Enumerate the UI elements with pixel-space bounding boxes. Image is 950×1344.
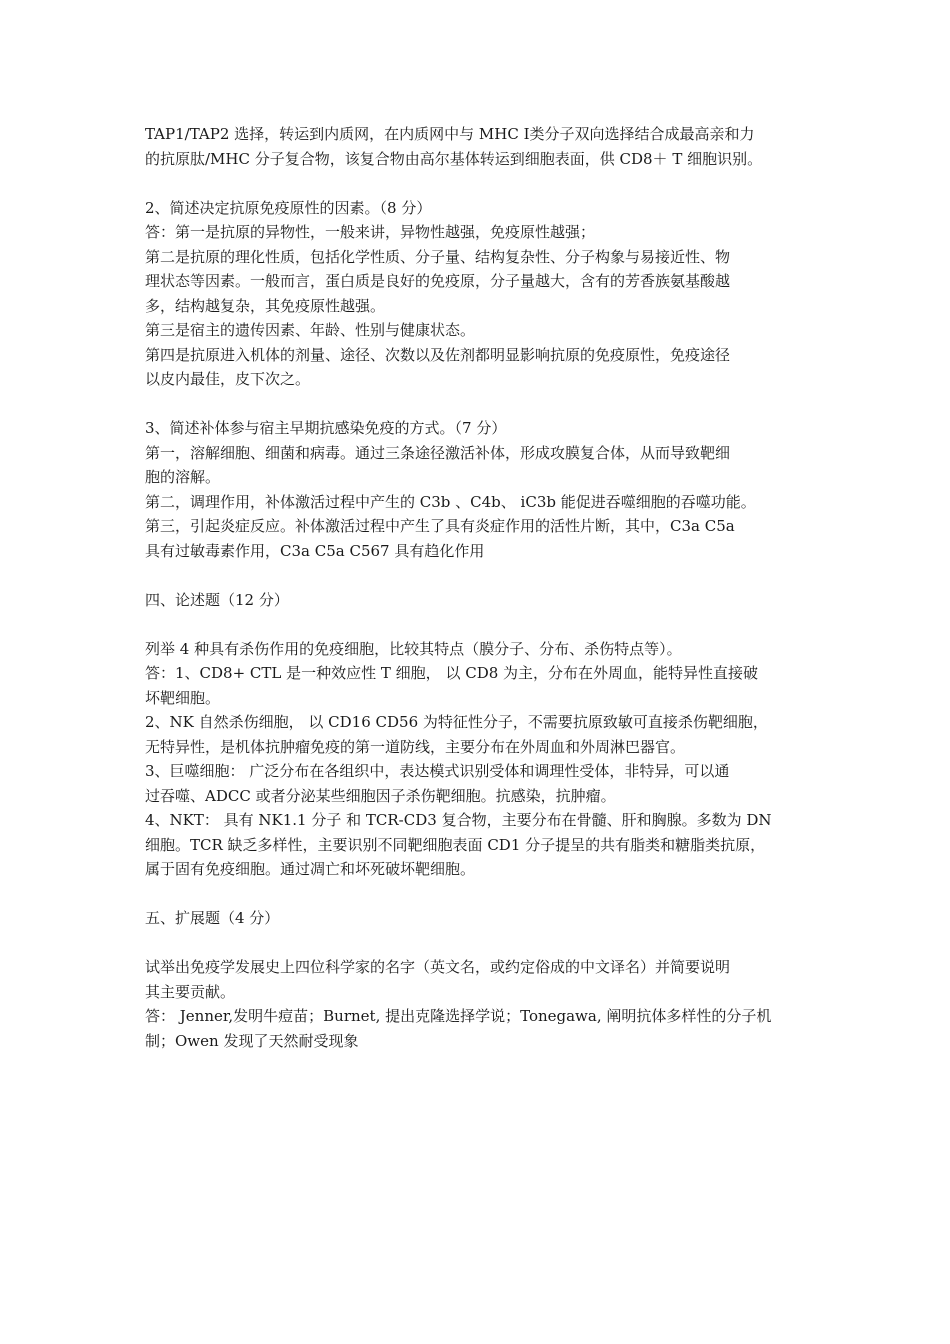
paragraph-gap [145, 171, 811, 196]
section-5-body [145, 955, 811, 1053]
text-line: 2、NK 自然杀伤细胞， 以 CD16 CD56 为特征性分子，不需要抗原致敏可直接杀伤靶细胞， [145, 713, 768, 731]
text-line: 第三是宿主的遗传因素、年龄、性别与健康状态。 [145, 321, 476, 339]
question-heading: 2、简述决定抗原免疫原性的因素。（8 分） [145, 198, 432, 217]
text-line: 第三，引起炎症反应。补体激活过程中产生了具有炎症作用的活性片断，其中，C3a C5a [145, 517, 735, 535]
text-line: 理状态等因素。一般而言，蛋白质是良好的免疫原，分子量越大，含有的芳香族氨基酸越 [145, 272, 731, 290]
text-line: 的抗原肽/MHC 分子复合物，该复合物由高尔基体转运到细胞表面，供 CD8＋ T 细胞识别。 [145, 149, 763, 168]
text-line: 制；Owen 发现了天然耐受现象 [145, 1031, 359, 1050]
text-line: 3、巨噬细胞： 广泛分布在各组织中，表达模式识别受体和调理性受体，非特异，可以通 [145, 762, 730, 780]
section-4-title: 四、论述题（12 分） [145, 590, 289, 609]
text-line: 第四是抗原进入机体的剂量、途径、次数以及佐剂都明显影响抗原的免疫原性，免疫途径 [145, 345, 731, 364]
paragraph-gap [145, 563, 811, 588]
text-line: 多，结构越复杂，其免疫原性越强。 [145, 296, 386, 315]
text-line: 答： Jenner,发明牛痘苗；Burnet, 提出克隆选择学说；Tonegawa, 阐明抗体多样性的分子机 [145, 1007, 772, 1025]
text-line: 以皮内最佳，皮下次之。 [145, 370, 311, 388]
text-line: 其主要贡献。 [145, 982, 236, 1001]
question-2 [145, 196, 811, 392]
text-line: 答：第一是抗原的异物性，一般来讲，异物性越强，免疫原性越强； [145, 223, 596, 241]
text-line: 坏靶细胞。 [145, 688, 221, 707]
question-heading: 列举 4 种具有杀伤作用的免疫细胞，比较其特点（膜分子、分布、杀伤特点等）。 [145, 639, 682, 658]
text-line: 过吞噬、ADCC 或者分泌某些细胞因子杀伤靶细胞。抗感染，抗肿瘤。 [145, 786, 616, 805]
paragraph-gap [145, 882, 811, 907]
text-line: 胞的溶解。 [145, 468, 221, 486]
paragraph-gap [145, 392, 811, 417]
question-heading: 试举出免疫学发展史上四位科学家的名字（英文名，或约定俗成的中文译名）并简要说明 [145, 958, 731, 976]
paragraph-gap [145, 612, 811, 637]
section-4-body [145, 637, 811, 882]
text-line: TAP1/TAP2 选择，转运到内质网，在内质网中与 MHC Ⅰ类分子双向选择结合成最高亲和力 [145, 125, 755, 143]
document-page [145, 122, 811, 1053]
question-heading: 3、简述补体参与宿主早期抗感染免疫的方式。（7 分） [145, 419, 507, 437]
intro-paragraph [145, 122, 811, 171]
question-3 [145, 416, 811, 563]
text-line: 4、NKT： 具有 NK1.1 分子 和 TCR-CD3 复合物，主要分布在骨髓、肝和胸腺。多数为 DN [145, 811, 772, 829]
paragraph-gap [145, 931, 811, 956]
text-line: 属于固有免疫细胞。通过凋亡和坏死破坏靶细胞。 [145, 860, 476, 878]
text-line: 第一，溶解细胞、细菌和病毒。通过三条途径激活补体，形成攻膜复合体，从而导致靶细 [145, 443, 731, 462]
text-line: 第二，调理作用，补体激活过程中产生的 C3b 、C4b、 iC3b 能促进吞噬细胞的吞噬功能。 [145, 492, 756, 511]
text-line: 无特异性，是机体抗肿瘤免疫的第一道防线，主要分布在外周血和外周淋巴器官。 [145, 737, 686, 756]
text-line: 细胞。TCR 缺乏多样性，主要识别不同靶细胞表面 CD1 分子提呈的共有脂类和糖脂类抗原， [145, 835, 766, 854]
text-line: 第二是抗原的理化性质，包括化学性质、分子量、结构复杂性、分子构象与易接近性、物 [145, 247, 731, 266]
text-line: 答：1、CD8+ CTL 是一种效应性 T 细胞， 以 CD8 为主，分布在外周血，能特异性直接破 [145, 664, 759, 682]
section-5-title: 五、扩展题（4 分） [145, 909, 280, 927]
text-line: 具有过敏毒素作用，C3a C5a C567 具有趋化作用 [145, 541, 485, 560]
